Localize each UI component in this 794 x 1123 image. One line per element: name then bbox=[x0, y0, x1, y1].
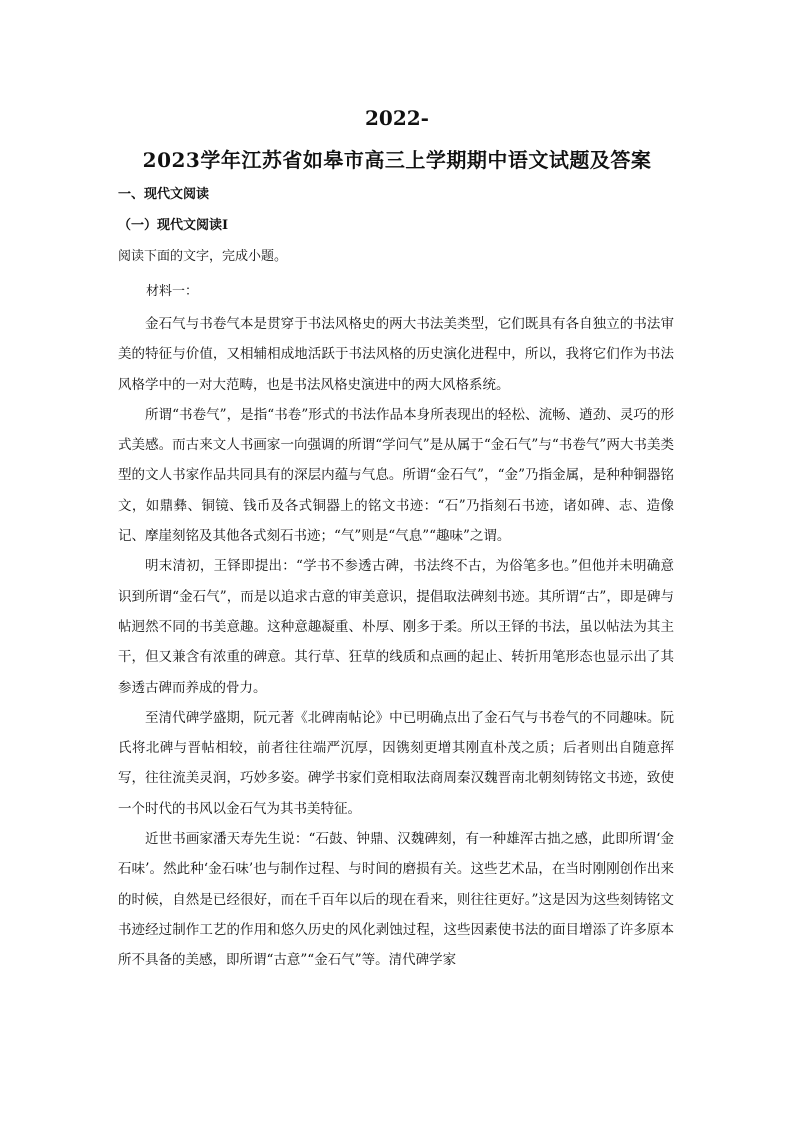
paragraph-5: 近世书画家潘天寿先生说：“石鼓、钟鼎、汉魏碑刻，有一种雄浑古拙之感，此即所谓‘金石味’。然此种‘金石味’也与制作过程、与时间的磨损有关。这些艺术品，在当时刚刚创作出来的时候，自然是已经很好，而在千百年以后的现在看来，则往往更好。”这是因为这些刻铸铭文书迹经过制作工艺的作用和悠久历史的风化剥蚀过程，这些因素使书法的面目增添了许多原本所不具备的美感，即所谓“古意”“金石气”等。清代碑学家 bbox=[118, 831, 674, 969]
sub-heading: （一）现代文阅读Ⅰ bbox=[118, 218, 229, 233]
paragraph-3: 明末清初，王铎即提出：“学书不参透古碑，书法终不古，为俗笔多也。”但他并未明确意识到所谓“金石气”，而是以追求古意的审美意识，提倡取法碑刻书迹。其所谓“古”，即是碑与帖迥然不同的书美意趣。这种意趣凝重、朴厚、刚多于柔。所以王铎的书法，虽以帖法为其主干，但又兼含有浓重的碑意。其行草、狂草的线质和点画的起止、转折用笔形态也显示出了其参透古碑而养成的骨力。 bbox=[118, 558, 674, 696]
document-title-line1: 2022- bbox=[365, 106, 429, 130]
paragraph-2: 所谓“书卷气”，是指“书卷”形式的书法作品本身所表现出的轻松、流畅、遒劲、灵巧的形式美感。而古来文人书画家一向强调的所谓“学问气”是从属于“金石气”与“书卷气”两大书美类型的文人书家作品共同具有的深层内蕴与气息。所谓“金石气”，“金”乃指金属，是种种铜器铭文，如鼎彝、铜镜、钱币及各式铜器上的铭文书迹：“石”乃指刻石书迹，诸如碑、志、造像记、摩崖刻铭及其他各式刻石书迹；“气”则是“气息”“趣味”之谓。 bbox=[118, 406, 674, 545]
material-label: 材料一： bbox=[146, 284, 199, 299]
instruction-text: 阅读下面的文字，完成小题。 bbox=[118, 249, 288, 264]
article-body bbox=[118, 309, 674, 976]
document-title-line2: 2023学年江苏省如皋市高三上学期期中语文试题及答案 bbox=[142, 148, 652, 172]
paragraph-1: 金石气与书卷气本是贯穿于书法风格史的两大书法美类型，它们既具有各自独立的书法审美的特征与价值，又相辅相成地活跃于书法风格的历史演化进程中，所以，我将它们作为书法风格学中的一对大范畴，也是书法风格史演进中的两大风格系统。 bbox=[118, 316, 674, 393]
paragraph-4: 至清代碑学盛期，阮元著《北碑南帖论》中已明确点出了金石气与书卷气的不同趣味。阮氏将北碑与晋帖相较，前者往往端严沉厚，因镌刻更增其刚直朴茂之质；后者则出自随意挥写，往往流美灵润，巧妙多姿。碑学书家们竟相取法商周秦汉魏晋南北朝刻铸铭文书迹，致使一个时代的书风以金石气为其书美特征。 bbox=[118, 709, 674, 817]
section-heading: 一、现代文阅读 bbox=[118, 187, 210, 202]
